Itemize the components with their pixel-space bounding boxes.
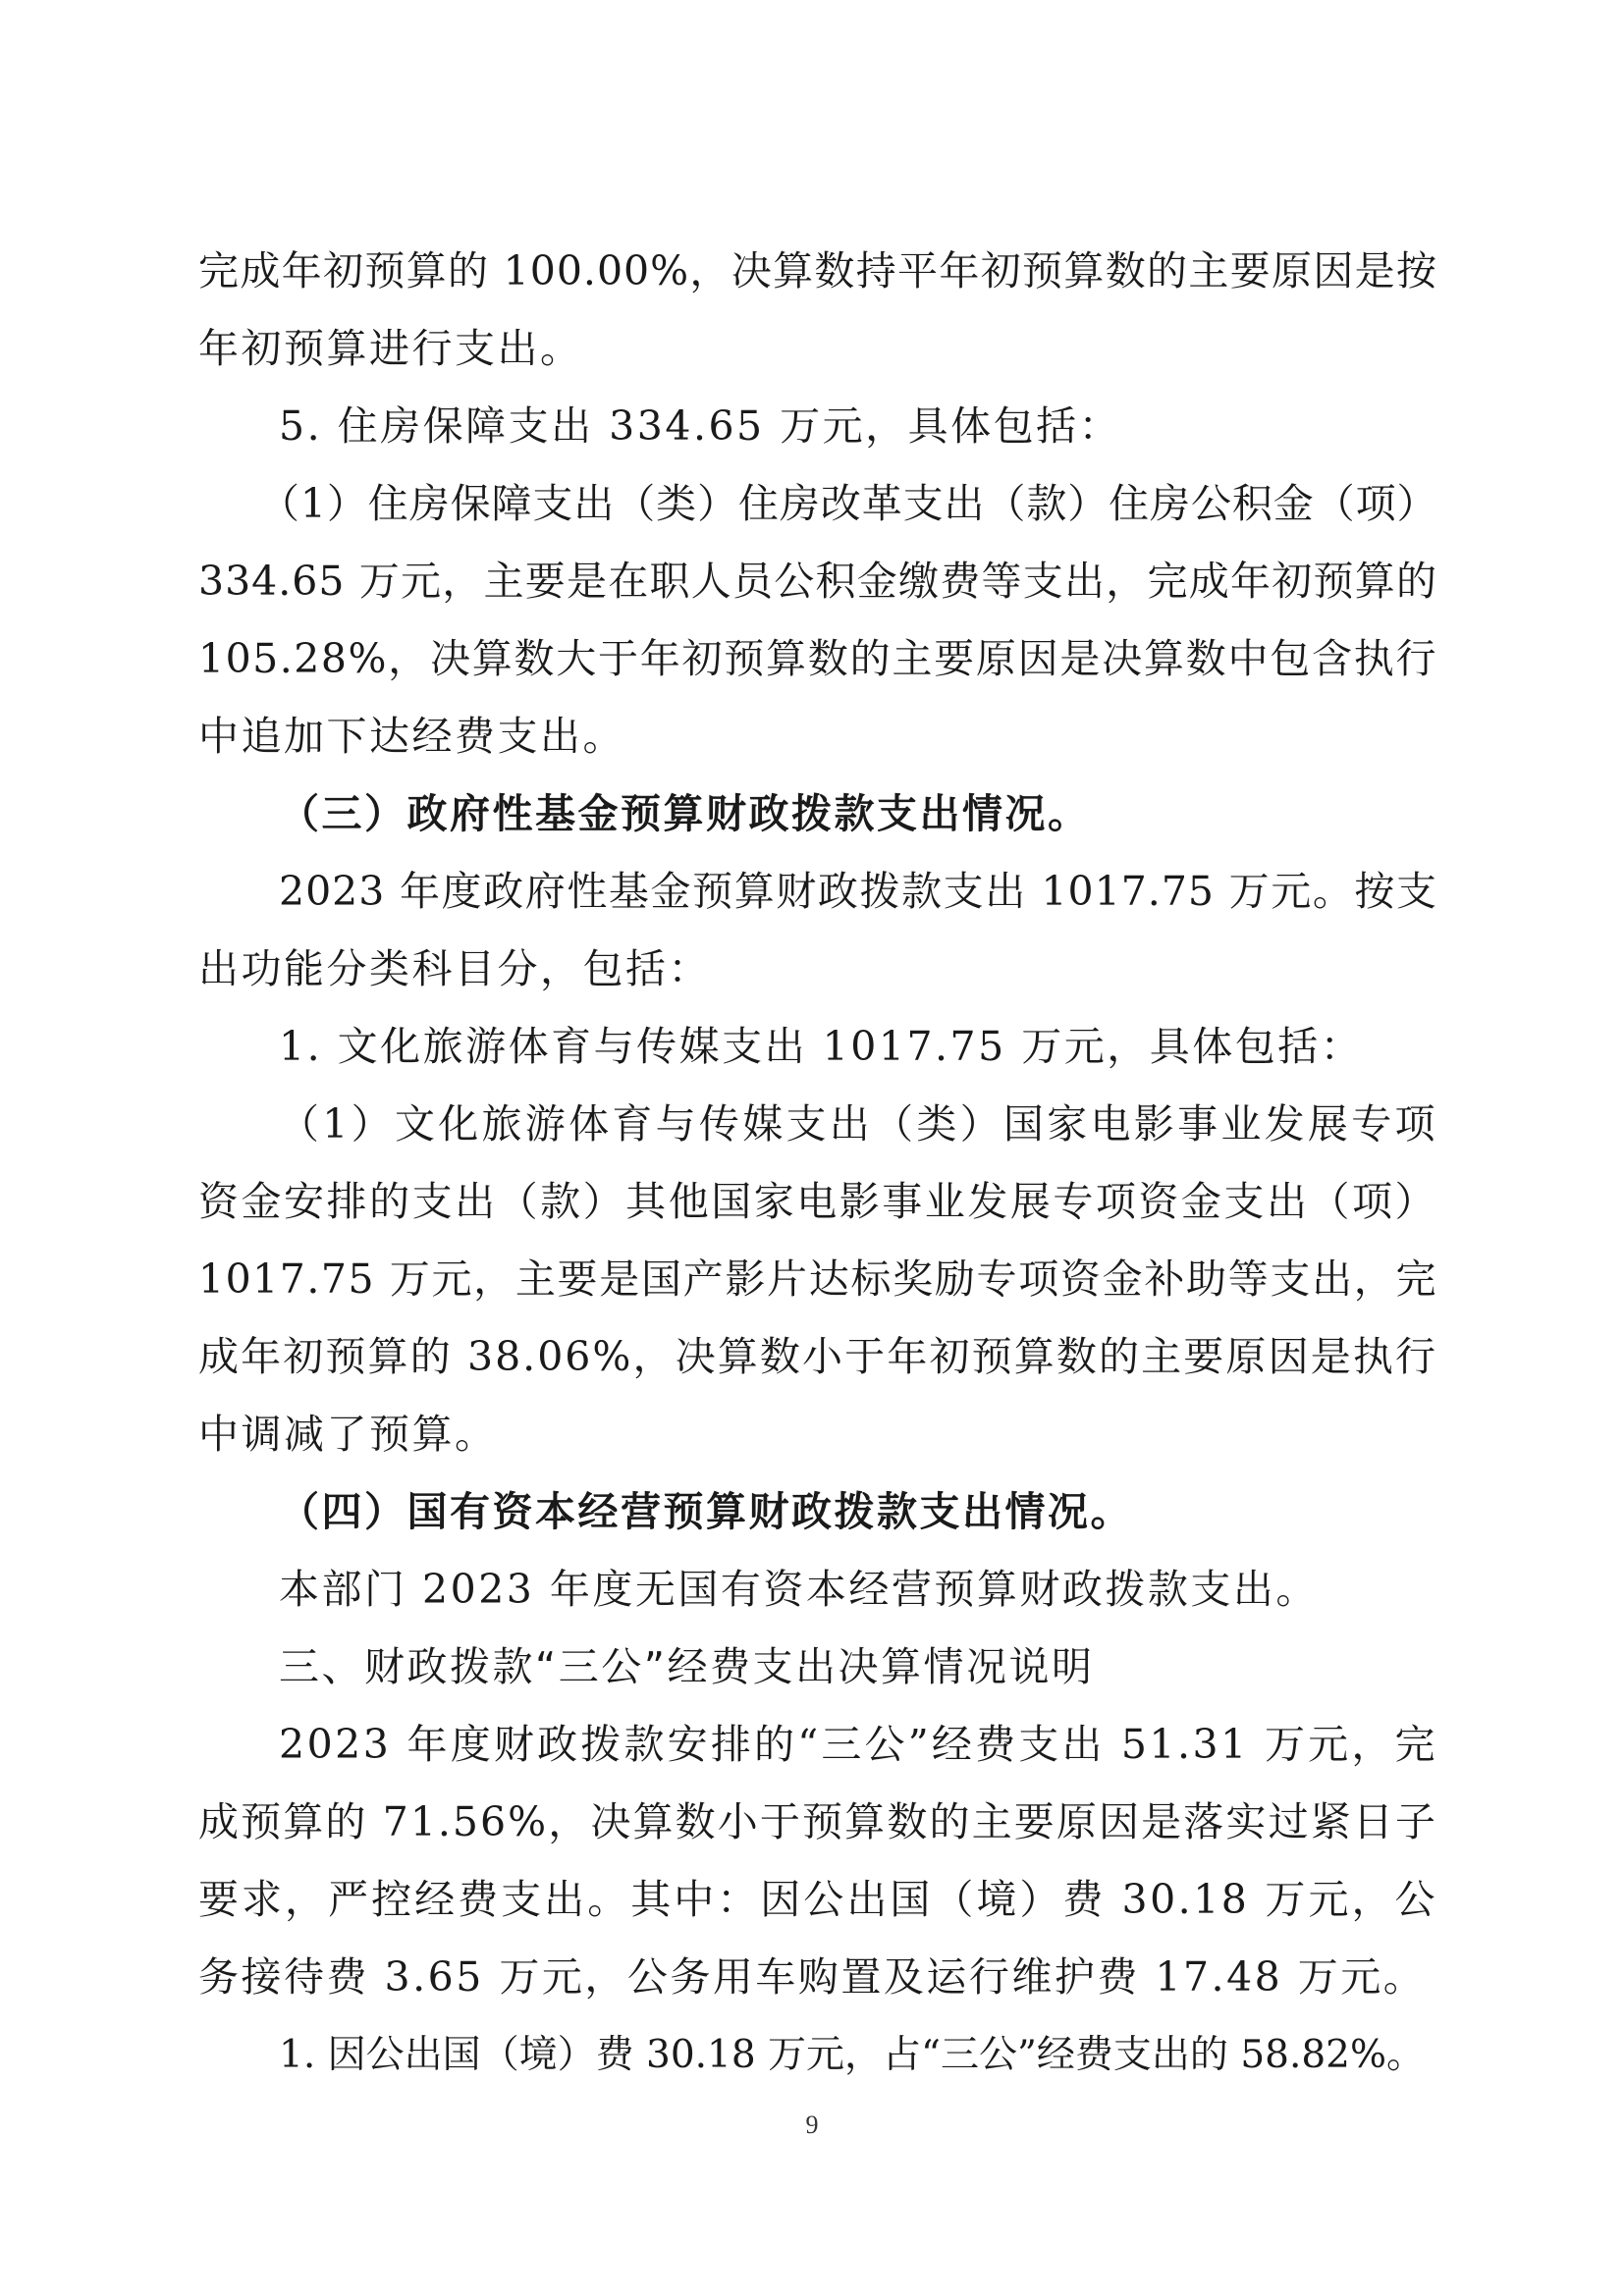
paragraph-line: 成年初预算的 38.06%，决算数小于年初预算数的主要原因是执行	[198, 1333, 1437, 1380]
subsection-title: 1. 文化旅游体育与传媒支出 1017.75 万元，具体包括：	[279, 1023, 1364, 1070]
subsection-title: 5. 住房保障支出 334.65 万元，具体包括：	[279, 402, 1122, 450]
paragraph-line: 中调减了预算。	[198, 1411, 498, 1458]
paragraph-line: 年初预算进行支出。	[198, 325, 583, 372]
paragraph-line: 中追加下达经费支出。	[198, 713, 625, 760]
paragraph-line: 完成年初预算的 100.00%，决算数持平年初预算数的主要原因是按	[198, 247, 1437, 294]
chapter-heading: 三、财政拨款“三公”经费支出决算情况说明	[279, 1643, 1095, 1690]
paragraph-line: 105.28%，决算数大于年初预算数的主要原因是决算数中包含执行	[198, 635, 1437, 682]
paragraph-line: （1）住房保障支出（类）住房改革支出（款）住房公积金（项）	[259, 480, 1437, 527]
paragraph-line: 务接待费 3.65 万元，公务用车购置及运行维护费 17.48 万元。	[198, 1953, 1427, 2001]
paragraph-line: 2023 年度政府性基金预算财政拨款支出 1017.75 万元。按支	[279, 868, 1437, 915]
paragraph-line: （1）文化旅游体育与传媒支出（类）国家电影事业发展专项	[279, 1100, 1437, 1148]
paragraph-line: 1017.75 万元，主要是国产影片达标奖励专项资金补助等支出，完	[198, 1255, 1437, 1303]
paragraph-line: 成预算的 71.56%，决算数小于预算数的主要原因是落实过紧日子	[198, 1798, 1437, 1845]
section-heading: （三）政府性基金预算财政拨款支出情况。	[279, 790, 1091, 837]
section-heading: （四）国有资本经营预算财政拨款支出情况。	[279, 1488, 1133, 1535]
paragraph-line: 334.65 万元，主要是在职人员公积金缴费等支出，完成年初预算的	[198, 558, 1437, 605]
paragraph-line: 1. 因公出国（境）费 30.18 万元，占“三公”经费支出的 58.82%。	[279, 2033, 1426, 2077]
document-body	[198, 233, 1437, 2094]
page-number: 9	[805, 2110, 819, 2139]
paragraph-line: 出功能分类科目分，包括：	[198, 945, 711, 992]
paragraph-line: 本部门 2023 年度无国有资本经营预算财政拨款支出。	[279, 1566, 1319, 1613]
paragraph-line: 资金安排的支出（款）其他国家电影事业发展专项资金支出（项）	[198, 1178, 1437, 1225]
paragraph-line: 要求，严控经费支出。其中：因公出国（境）费 30.18 万元，公	[198, 1876, 1437, 1923]
paragraph-line: 2023 年度财政拨款安排的“三公”经费支出 51.31 万元，完	[279, 1721, 1437, 1768]
